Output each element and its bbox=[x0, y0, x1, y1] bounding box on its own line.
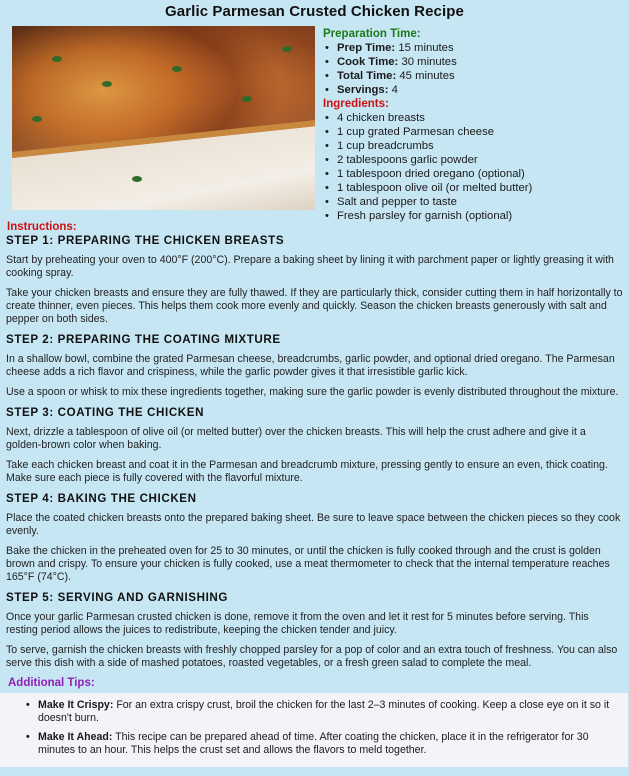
step-title: STEP 5: SERVING AND GARNISHING bbox=[6, 591, 228, 604]
tips-list bbox=[24, 699, 618, 757]
step-paragraph: Place the coated chicken breasts onto the prepared baking sheet. Be sure to leave space between the chicken pieces so they cook evenly. bbox=[6, 512, 621, 537]
step-title: STEP 3: COATING THE CHICKEN bbox=[6, 406, 205, 419]
list-item: • Cook Time: 30 minutes bbox=[337, 55, 623, 69]
step-paragraph: Take each chicken breast and coat it in the Parmesan and breadcrumb mixture, pressing gently to ensure an even, thick coating. Make sure each piece is fully covered with the flavorful mixture. bbox=[6, 459, 608, 484]
list-item: • 1 cup breadcrumbs bbox=[337, 139, 623, 153]
step-paragraph: Once your garlic Parmesan crusted chicken is done, remove it from the oven and let it rest for 5 minutes before serving. This resting period allows the juices to redistribute, keeping the chicken tender and juicy. bbox=[6, 611, 589, 636]
list-item: • Salt and pepper to taste bbox=[337, 195, 623, 209]
tips-box bbox=[0, 693, 628, 767]
list-item: • 4 chicken breasts bbox=[337, 111, 623, 125]
step-paragraph: Use a spoon or whisk to mix these ingredients together, making sure the garlic powder is evenly distributed throughout the mixture. bbox=[6, 386, 619, 398]
step-title: STEP 1: PREPARING THE CHICKEN BREASTS bbox=[6, 234, 285, 247]
list-item: • 1 cup grated Parmesan cheese bbox=[337, 125, 623, 139]
list-item: • 1 tablespoon dried oregano (optional) bbox=[337, 167, 623, 181]
preparation-list bbox=[323, 41, 623, 97]
list-item: • Fresh parsley for garnish (optional) bbox=[337, 209, 623, 223]
step-title: STEP 4: BAKING THE CHICKEN bbox=[6, 492, 197, 505]
page-title: Garlic Parmesan Crusted Chicken Recipe bbox=[165, 3, 464, 20]
preparation-heading: Preparation Time: bbox=[323, 28, 421, 40]
step-paragraph: To serve, garnish the chicken breasts with freshly chopped parsley for a pop of color and an extra touch of freshness. You can also serve this dish with a side of mashed potatoes, roasted vegetables, or a fresh green salad to complete the meal. bbox=[6, 644, 618, 669]
tips-heading: Additional Tips: bbox=[8, 677, 95, 689]
recipe-summary bbox=[323, 27, 623, 223]
ingredients-heading: Ingredients: bbox=[323, 98, 389, 110]
step-title: STEP 2: PREPARING THE COATING MIXTURE bbox=[6, 333, 281, 346]
step-paragraph: Take your chicken breasts and ensure they are fully thawed. If they are particularly thick, consider cutting them in half horizontally to create thinner, even pieces. This helps them cook more evenly and quickly. Season the chicken breasts generously with salt and pepper on both sides. bbox=[6, 287, 623, 325]
ingredients-list bbox=[323, 111, 623, 223]
step-paragraph: Start by preheating your oven to 400°F (200°C). Prepare a baking sheet by lining it with parchment paper or lightly greasing it with cooking spray. bbox=[6, 254, 614, 279]
list-item: • Servings: 4 bbox=[337, 83, 623, 97]
instructions-heading: Instructions: bbox=[7, 221, 77, 233]
list-item: • 1 tablespoon olive oil (or melted butter) bbox=[337, 181, 623, 195]
list-item: • Prep Time: 15 minutes bbox=[337, 41, 623, 55]
list-item: • 2 tablespoons garlic powder bbox=[337, 153, 623, 167]
step-paragraph: Bake the chicken in the preheated oven for 25 to 30 minutes, or until the chicken is fully cooked through and the crust is golden brown and crispy. To ensure your chicken is fully cooked, use a meat thermometer to check that the internal temperature reaches 165°F (74°C). bbox=[6, 545, 610, 583]
list-item: • Total Time: 45 minutes bbox=[337, 69, 623, 83]
step-paragraph: In a shallow bowl, combine the grated Parmesan cheese, breadcrumbs, garlic powder, and optional dried oregano. The Parmesan cheese adds a rich flavor and crispiness, while the garlic powder gives it that irresistible garlic kick. bbox=[6, 353, 615, 378]
list-item: • Make It Ahead: This recipe can be prepared ahead of time. After coating the chicken, place it in the refrigerator for 30 minutes to an hour. This helps the crust set and allows the flavors to meld together. bbox=[38, 731, 618, 757]
step-paragraph: Next, drizzle a tablespoon of olive oil (or melted butter) over the chicken breasts. This will help the crust adhere and give it a golden-brown color when baking. bbox=[6, 426, 586, 451]
chicken-photo bbox=[12, 26, 315, 210]
instructions-section bbox=[5, 221, 623, 767]
list-item: • Make It Crispy: For an extra crispy crust, broil the chicken for the last 2–3 minutes of cooking. Keep a close eye on it so it doesn't burn. bbox=[38, 699, 618, 725]
